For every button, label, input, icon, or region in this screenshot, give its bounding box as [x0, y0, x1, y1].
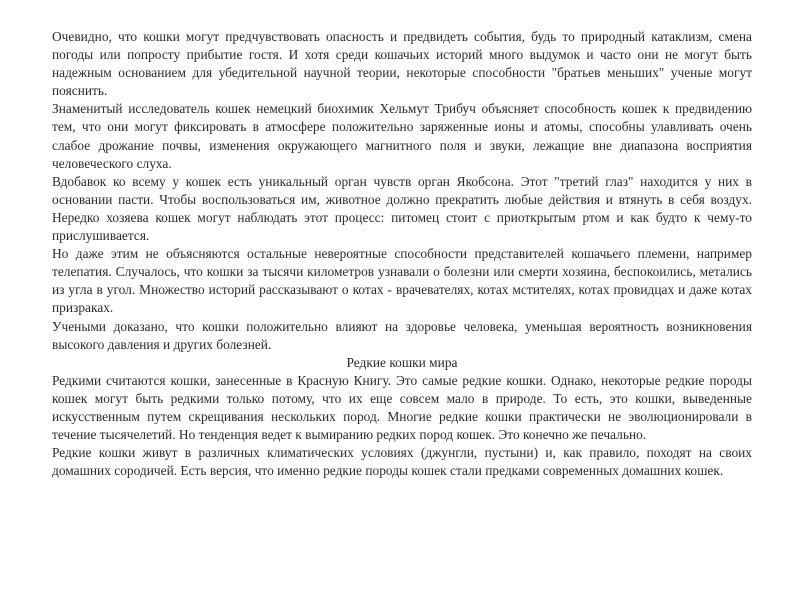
paragraph-rare-cats-habitat: Редкие кошки живут в различных климатических условиях (джунгли, пустыни) и, как правило, походят на своих домашних сородичей. Есть версия, что именно редкие породы кошек стали предками современных домашних кошек.	[52, 445, 752, 479]
section-heading: Редкие кошки мира	[346, 354, 458, 370]
paragraph-tributsch: Знаменитый исследователь кошек немецкий биохимик Хельмут Трибуч объясняет способность кошек к предвидению тем, что они могут фиксировать в атмосфере положительно заряженные ионы и атомы, способны улавливать очень слабое дрожание почвы, изменения окружающего магнитного поля и звуки, лежащие вне диапазона восприятия человеческого слуха.	[52, 101, 752, 171]
document-body	[52, 28, 752, 480]
paragraph-telepathy: Но даже этим не объясняются остальные невероятные способности представителей кошачьего племени, например телепатия. Случалось, что кошки за тысячи километров узнавали о болезни или смерти хозяина, беспокоились, метались из угла в угол. Множество историй рассказывают о котах - врачевателях, котах мстителях, котах провидцах и даже котах призраках.	[52, 246, 752, 316]
paragraph-intro: Очевидно, что кошки могут предчувствовать опасность и предвидеть события, будь то природный катаклизм, смена погоды или попросту прибытие гостя. И хотя среди кошачьих историй много выдумок и часто они не могут быть надежным основанием для убедительной научной теории, некоторые способности "братьев меньших" ученые могут пояснить.	[52, 29, 752, 99]
paragraph-jacobson-organ: Вдобавок ко всему у кошек есть уникальный орган чувств орган Якобсона. Этот "третий глаз" находится у них в основании пасти. Чтобы воспользоваться им, животное должно прекратить любые действия и втянуть в себя воздух. Нередко хозяева кошек могут наблюдать этот процесс: питомец стоит с приоткрытым ртом и как будто к чему-то прислушивается.	[52, 173, 752, 244]
paragraph-rare-cats: Редкими считаются кошки, занесенные в Красную Книгу. Это самые редкие кошки. Однако, некоторые редкие породы кошек могут быть редкими только потому, что их еще совсем мало в природе. То есть, это кошки, выведенные искусственным путем скрещивания нескольких пород. Многие редкие кошки практически не эволюционировали в течение тысячелетий. Но тенденция ведет к вымиранию редких пород кошек. Это конечно же печально.	[52, 372, 752, 443]
paragraph-health: Учеными доказано, что кошки положительно влияют на здоровье человека, уменьшая вероятность возникновения высокого давления и других болезней.	[52, 318, 752, 352]
